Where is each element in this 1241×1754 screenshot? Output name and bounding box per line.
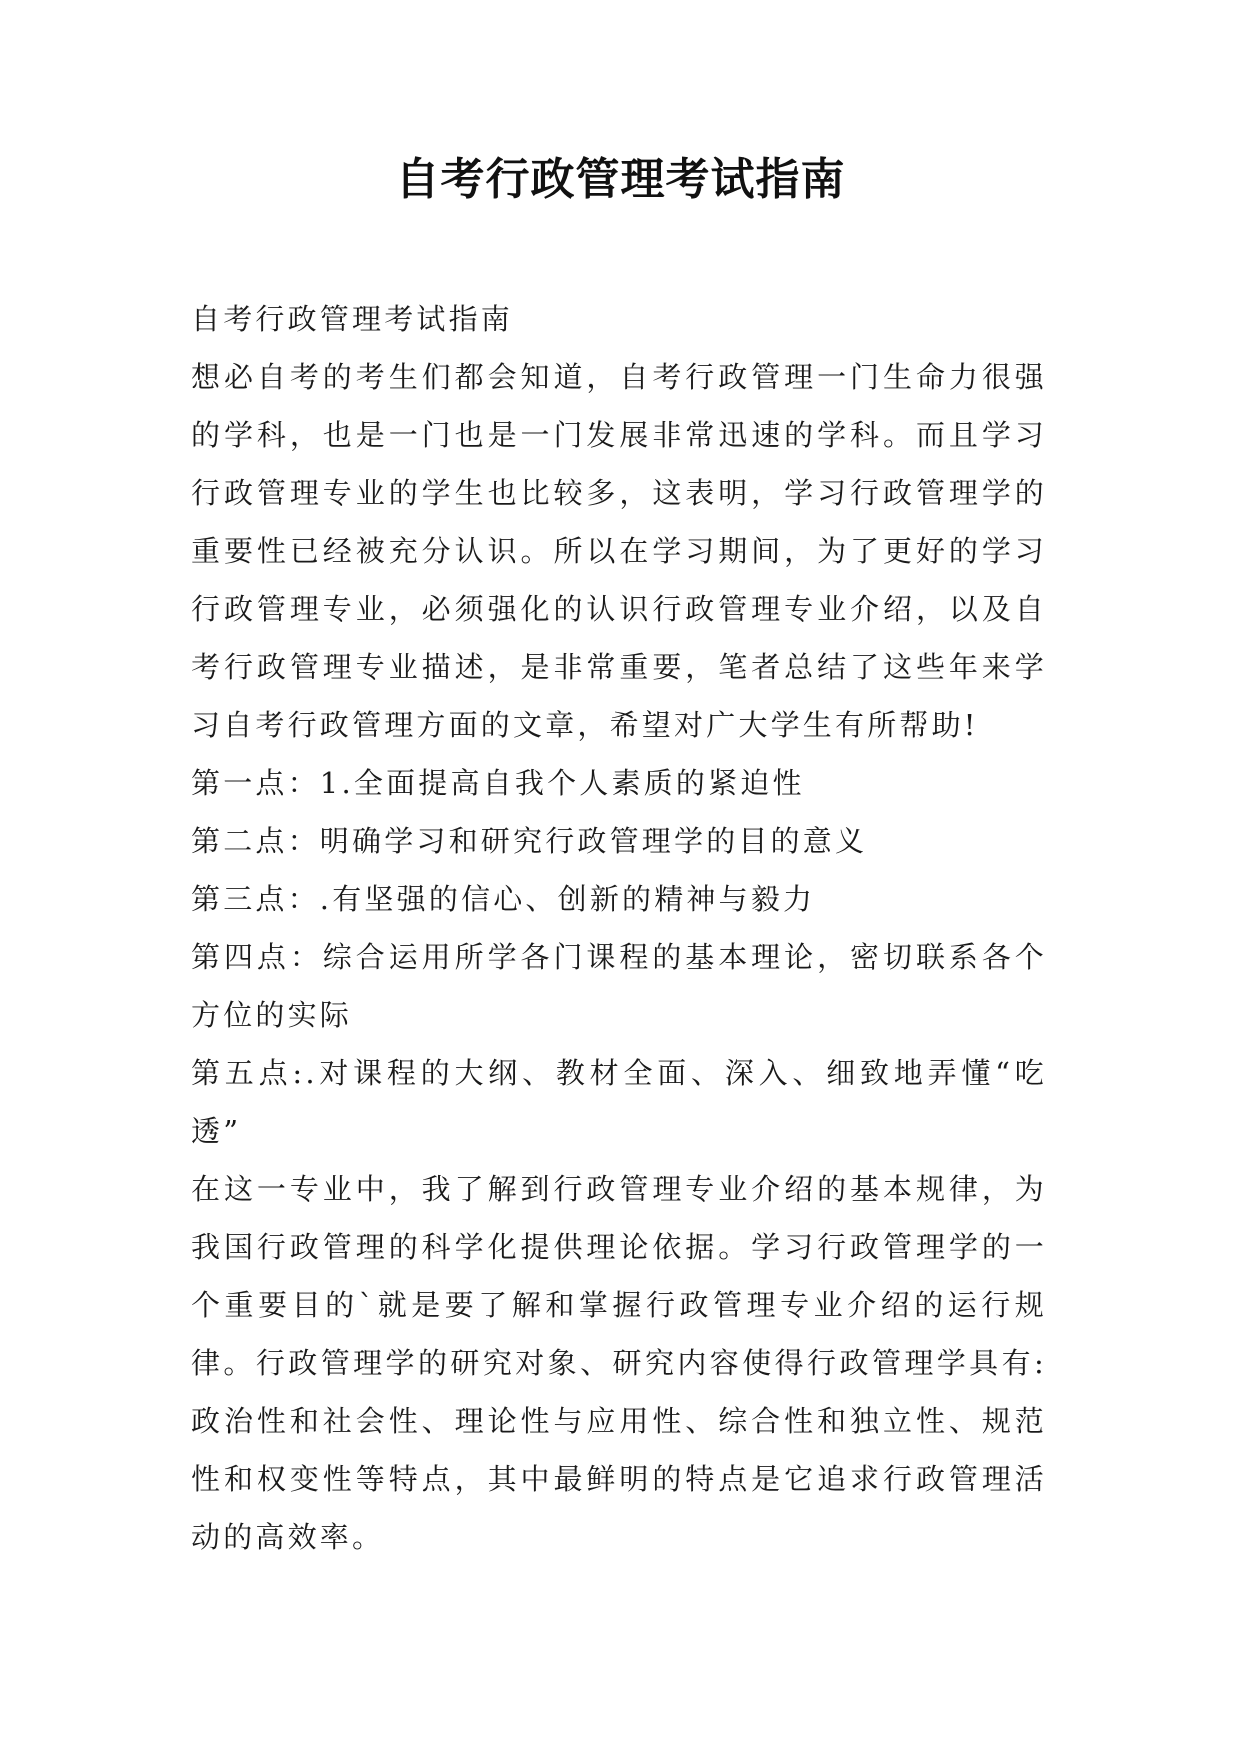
document-body — [191, 290, 1047, 1566]
paragraph-point-3: 第三点：.有坚强的信心、创新的精神与毅力 — [191, 882, 816, 916]
paragraph-point-2: 第二点：明确学习和研究行政管理学的目的意义 — [191, 824, 868, 858]
paragraph-intro: 想必自考的考生们都会知道，自考行政管理一门生命力很强的学科，也是一门也是一门发展非常迅速的学科。而且学习行政管理专业的学生也比较多，这表明，学习行政管理学的重要性已经被充分认识。所以在学习期间，为了更好的学习行政管理专业，必须强化的认识行政管理专业介绍，以及自考行政管理专业描述，是非常重要，笔者总结了这些年来学习自考行政管理方面的文章，希望对广大学生有所帮助! — [191, 360, 1047, 742]
paragraph-point-4: 第四点：综合运用所学各门课程的基本理论，密切联系各个方位的实际 — [191, 940, 1047, 1032]
paragraph-point-1: 第一点：1.全面提高自我个人素质的紧迫性 — [191, 766, 805, 800]
paragraph-subtitle: 自考行政管理考试指南 — [191, 302, 514, 336]
paragraph-point-5: 第五点:.对课程的大纲、教材全面、深入、细致地弄懂“吃透” — [191, 1056, 1047, 1148]
document-title: 自考行政管理考试指南 — [395, 154, 846, 205]
paragraph-conclusion: 在这一专业中，我了解到行政管理专业介绍的基本规律，为我国行政管理的科学化提供理论依据。学习行政管理学的一个重要目的`就是要了解和掌握行政管理专业介绍的运行规律。行政管理学的研究对象、研究内容使得行政管理学具有:政治性和社会性、理论性与应用性、综合性和独立性、规范性和权变性等特点，其中最鲜明的特点是它追求行政管理活动的高效率。 — [191, 1172, 1047, 1554]
